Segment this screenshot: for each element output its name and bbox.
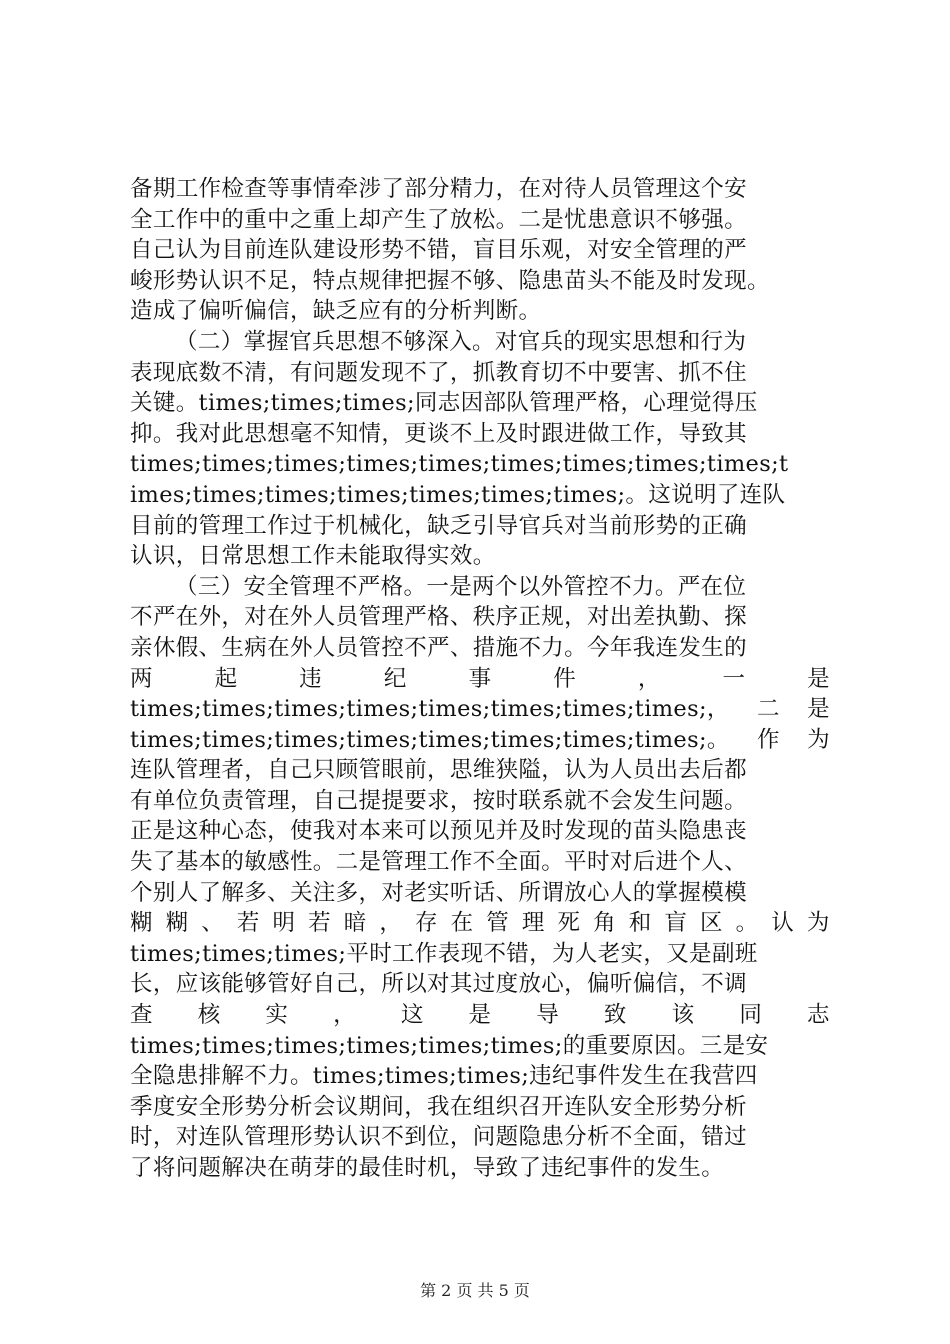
text-line: 季度安全形势分析会议期间，我在组织召开连队安全形势分析: [130, 1093, 747, 1120]
text-line: 连队管理者，自己只顾管眼前，思维狭隘，认为人员出去后都: [130, 757, 747, 784]
text-segment: 两: [130, 665, 153, 692]
text-segment: 若: [236, 910, 260, 937]
page-number: 第 2 页 共 5 页: [420, 1281, 530, 1300]
text-segment: times;times;times;times;times;times;times;times;，: [130, 696, 730, 723]
text-segment: 存: [415, 910, 438, 937]
text-segment: 。: [735, 910, 759, 937]
text-segment: 实: [265, 1002, 289, 1029]
text-line: 失了基本的敏感性。二是管理工作不全面。平时对后进个人、: [130, 849, 747, 876]
text-segment: ，: [379, 910, 403, 937]
text-segment: 管: [486, 910, 510, 937]
text-segment: 认: [771, 910, 795, 937]
text-line: 抑。我对此思想毫不知情，更谈不上及时跟进做工作，导致其: [130, 420, 747, 447]
text-segment: 查: [130, 1002, 153, 1029]
text-segment: 导: [536, 1002, 560, 1029]
text-segment: ，: [637, 665, 661, 692]
text-line: 长，应该能够管好自己，所以对其过度放心，偏听偏信，不调: [130, 971, 747, 998]
text-line: 备期工作检查等事情牵涉了部分精力，在对待人员管理这个安: [130, 176, 747, 202]
text-segment: 作: [757, 726, 780, 753]
text-line: 目前的管理工作过于机械化，缺乏引导官兵对当前形势的正确: [130, 512, 747, 539]
text-segment: 一: [722, 665, 746, 692]
text-line: 个别人了解多、关注多，对老实听话、所谓放心人的掌握模模: [130, 879, 747, 906]
text-line: [130, 694, 830, 725]
text-line: 全隐患排解不力。times;times;times;违纪事件发生在我营四: [130, 1063, 758, 1090]
text-line: 亲休假、生病在外人员管控不严、措施不力。今年我连发生的: [130, 634, 747, 661]
text-segment: 该: [671, 1002, 695, 1029]
text-line: imes;times;times;times;times;times;times;。这说明了连队: [130, 481, 786, 508]
text-line: （二）掌握官兵思想不够深入。对官兵的现实思想和行为: [175, 328, 747, 355]
text-segment: 是: [468, 1002, 492, 1029]
text-segment: 理: [521, 910, 545, 937]
text-segment: 若: [308, 910, 331, 937]
text-line: 不严在外，对在外人员管理严格、秩序正规，对出差执勤、探: [130, 604, 747, 631]
text-line: 自己认为目前连队建设形势不错，盲目乐观，对安全管理的严: [130, 237, 747, 264]
text-line: 了将问题解决在萌芽的最佳时机，导致了违纪事件的发生。: [130, 1155, 725, 1181]
text-segment: times;times;times;times;times;times;times;times;。: [130, 726, 730, 753]
text-line: 峻形势认识不足，特点规律把握不够、隐患苗头不能及时发现。: [130, 267, 770, 294]
text-segment: 是: [807, 696, 830, 723]
text-segment: 二: [757, 696, 780, 723]
text-segment: 死: [557, 910, 581, 937]
text-line: 关键。times;times;times;同志因部队管理严格，心理觉得压: [130, 390, 758, 417]
text-segment: 同: [739, 1002, 763, 1029]
text-segment: 违: [299, 665, 323, 692]
text-segment: ，: [333, 1002, 356, 1029]
text-segment: 在: [450, 910, 474, 937]
text-line: 正是这种心态，使我对本来可以预见并及时发现的苗头隐患丧: [130, 818, 747, 845]
text-line: 造成了偏听偏信，缺乏应有的分析判断。: [130, 298, 542, 325]
text-line: [130, 664, 830, 695]
text-line: 有单位负责管理，自己提提要求，按时联系就不会发生问题。: [130, 787, 747, 814]
page-footer: [0, 1278, 950, 1301]
text-segment: 明: [272, 910, 296, 937]
text-line: 时，对连队管理形势认识不到位，问题隐患分析不全面，错过: [130, 1124, 747, 1151]
text-segment: 为: [807, 726, 830, 753]
text-segment: 暗: [343, 910, 367, 937]
text-line: 全工作中的重中之重上却产生了放松。二是忧患意识不够强。: [130, 206, 747, 233]
text-line: 认识，日常思想工作未能取得实效。: [130, 543, 496, 570]
text-segment: 事: [468, 665, 492, 692]
text-line: times;times;times;times;times;times;times;times;times;t: [130, 451, 789, 478]
text-line: （三）安全管理不严格。一是两个以外管控不力。严在位: [175, 573, 747, 600]
text-segment: 为: [806, 910, 830, 937]
text-segment: 和: [628, 910, 652, 937]
text-segment: 、: [201, 910, 225, 937]
text-line: times;times;times;平时工作表现不错，为人老实，又是副班: [130, 940, 758, 967]
text-segment: 区: [700, 910, 723, 937]
document-body: [130, 174, 830, 1184]
text-segment: 这: [400, 1002, 424, 1029]
text-line: [130, 725, 830, 756]
text-segment: 件: [553, 665, 577, 692]
text-segment: 志: [807, 1002, 830, 1029]
text-segment: 纪: [383, 665, 407, 692]
text-segment: 起: [214, 665, 238, 692]
text-segment: 糊: [130, 910, 153, 937]
text-segment: 致: [603, 1002, 627, 1029]
text-segment: 角: [593, 910, 616, 937]
text-line: [130, 1000, 830, 1031]
text-segment: 盲: [664, 910, 688, 937]
text-segment: 核: [197, 1002, 221, 1029]
text-line: [130, 908, 830, 939]
text-segment: 是: [807, 665, 830, 692]
text-line: 表现底数不清，有问题发现不了，抓教育切不中要害、抓不住: [130, 359, 747, 386]
text-segment: 糊: [165, 910, 189, 937]
text-line: times;times;times;times;times;times;的重要原因。三是安: [130, 1032, 769, 1059]
